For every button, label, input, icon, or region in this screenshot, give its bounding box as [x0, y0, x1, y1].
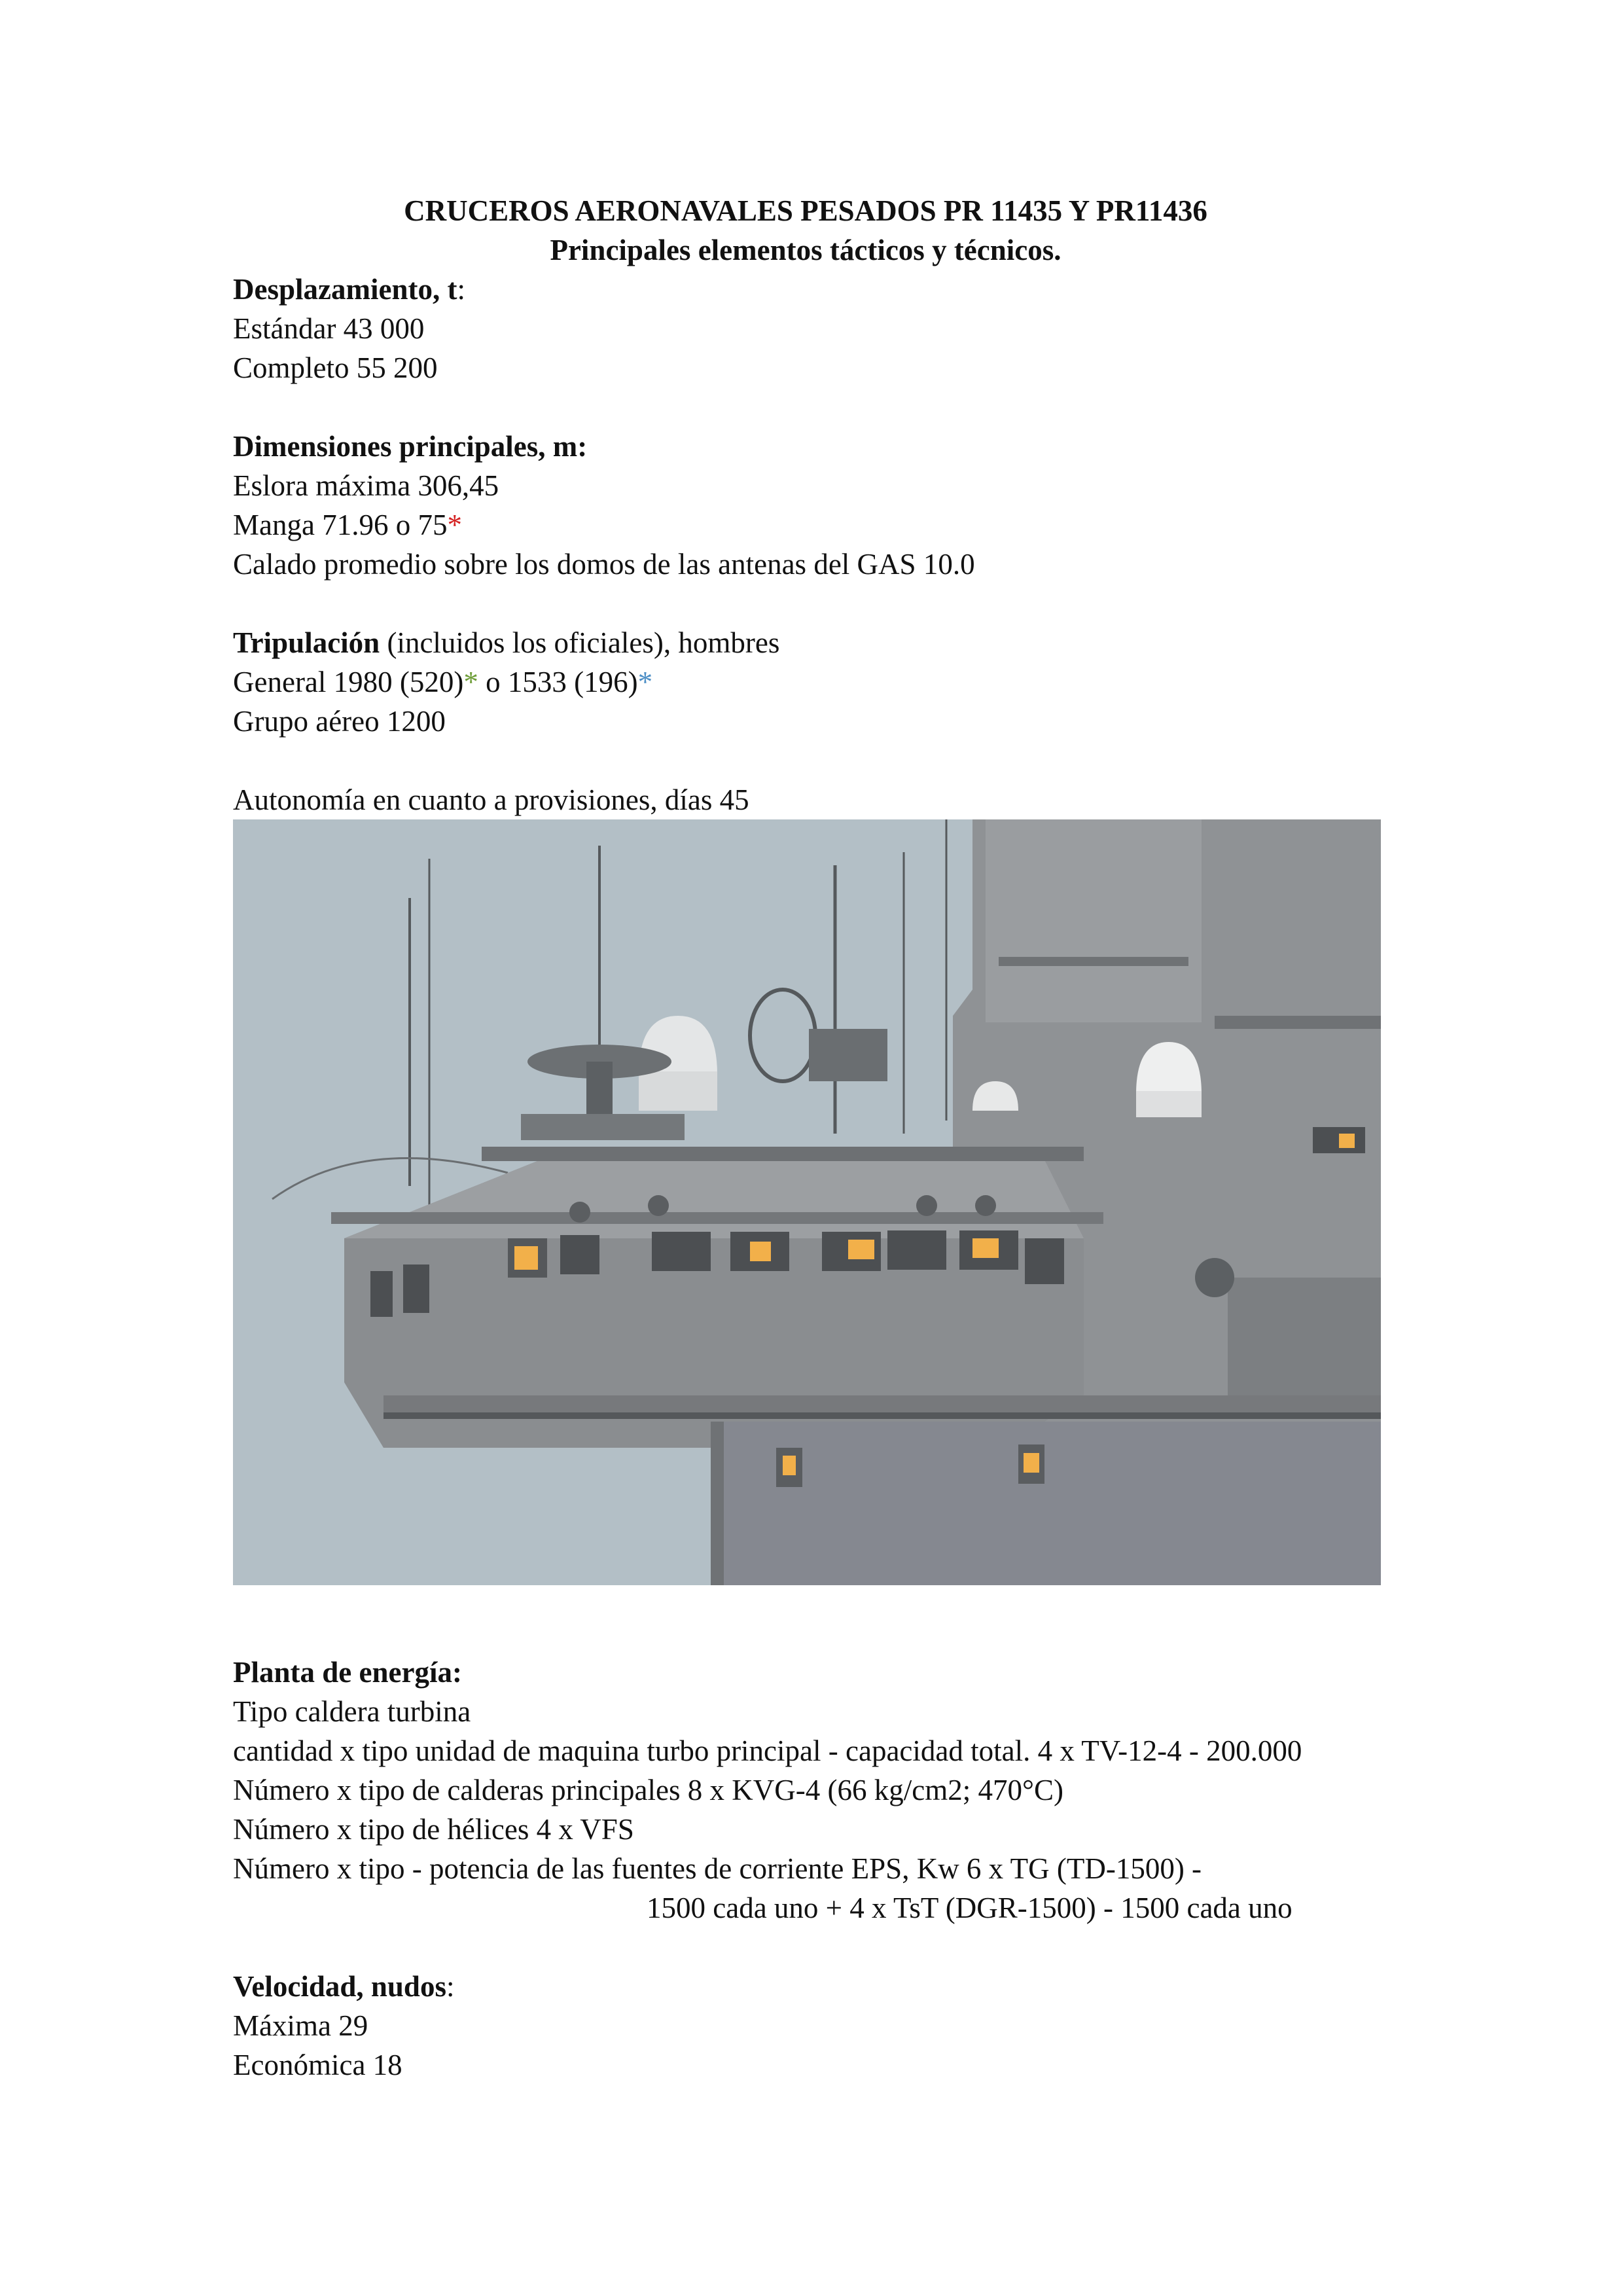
crew-footnote-mark-a: *	[463, 666, 478, 698]
displacement-standard: Estándar 43 000	[233, 312, 425, 345]
speed-heading-colon: :	[446, 1970, 455, 2003]
autonomy-line: Autonomía en cuanto a provisiones, días 45	[233, 783, 749, 816]
document-text-top	[233, 191, 1378, 819]
power-sources-2: 1500 cada uno + 4 x TsT (DGR-1500) - 1500 cada uno	[647, 1892, 1293, 1924]
document-title: CRUCEROS AERONAVALES PESADOS PR 11435 Y PR11436	[404, 194, 1207, 227]
crew-footnote-mark-b: *	[637, 666, 653, 698]
dimensions-beam-text: Manga 71.96 o 75	[233, 509, 448, 541]
crew-general	[233, 662, 1378, 702]
speed-heading-label: Velocidad, nudos	[233, 1970, 446, 2003]
crew-air-group: Grupo aéreo 1200	[233, 705, 446, 738]
document-subtitle: Principales elementos tácticos y técnicos.	[550, 234, 1061, 266]
dimensions-heading: Dimensiones principales, m:	[233, 430, 588, 463]
power-sources-1: Número x tipo - potencia de las fuentes de corriente EPS, Kw 6 x TG (TD-1500) -	[233, 1852, 1202, 1885]
power-boilers: Número x tipo de calderas principales 8 x KVG-4 (66 kg/cm2; 470°C)	[233, 1774, 1063, 1806]
power-type: Tipo caldera turbina	[233, 1695, 471, 1728]
displacement-heading-colon: :	[457, 273, 465, 306]
crew-heading	[233, 623, 1378, 662]
crew-general-b: o 1533 (196)	[478, 666, 638, 698]
dimensions-draft: Calado promedio sobre los domos de las antenas del GAS 10.0	[233, 548, 975, 581]
power-heading: Planta de energía:	[233, 1656, 462, 1689]
speed-heading	[233, 1967, 1378, 2006]
document-text-bottom	[233, 1653, 1378, 2085]
power-propellers: Número x tipo de hélices 4 x VFS	[233, 1813, 634, 1846]
displacement-heading	[233, 270, 1378, 309]
displacement-heading-label: Desplazamiento, t	[233, 273, 457, 306]
dimensions-beam	[233, 505, 1378, 545]
crew-heading-suffix: (incluidos los oficiales), hombres	[380, 626, 780, 659]
displacement-full: Completo 55 200	[233, 351, 438, 384]
speed-max: Máxima 29	[233, 2009, 368, 2042]
crew-heading-label: Tripulación	[233, 626, 380, 659]
lower-platform	[383, 1395, 1381, 1415]
dimensions-length: Eslora máxima 306,45	[233, 469, 499, 502]
power-turbo-units: cantidad x tipo unidad de maquina turbo principal - capacidad total. 4 x TV-12-4 - 200.000	[233, 1734, 1302, 1767]
speed-economic: Económica 18	[233, 2049, 402, 2081]
beam-footnote-mark: *	[447, 509, 462, 541]
crew-general-a: General 1980 (520)	[233, 666, 464, 698]
ship-superstructure-photo	[233, 819, 1381, 1585]
